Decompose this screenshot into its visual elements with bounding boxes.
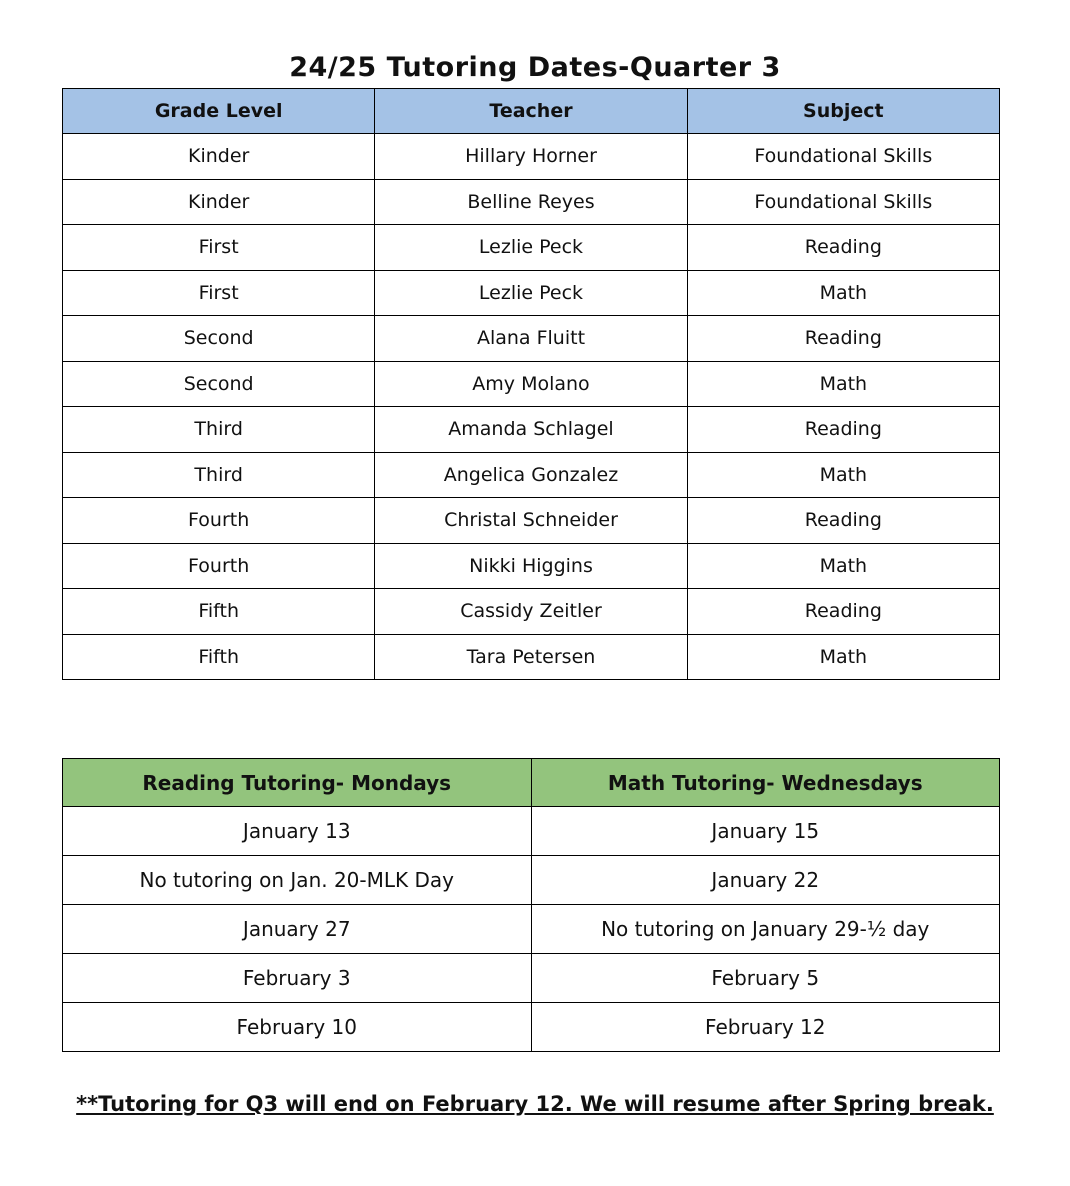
- reading-date-cell: February 3: [63, 954, 532, 1003]
- teacher-cell: Nikki Higgins: [375, 543, 687, 589]
- grade-level-cell: Kinder: [63, 134, 375, 180]
- header-grade-level: Grade Level: [63, 89, 375, 134]
- subject-cell: Foundational Skills: [687, 179, 999, 225]
- math-date-cell: February 5: [531, 954, 1000, 1003]
- table-row: [63, 407, 1000, 453]
- grade-level-cell: Fourth: [63, 543, 375, 589]
- table-row: [63, 1003, 1000, 1052]
- grade-level-cell: First: [63, 225, 375, 271]
- table-row: [63, 316, 1000, 362]
- teacher-cell: Amy Molano: [375, 361, 687, 407]
- subject-cell: Reading: [687, 498, 999, 544]
- teacher-cell: Lezlie Peck: [375, 270, 687, 316]
- teacher-cell: Lezlie Peck: [375, 225, 687, 271]
- table-row: [63, 179, 1000, 225]
- teacher-cell: Angelica Gonzalez: [375, 452, 687, 498]
- subject-cell: Math: [687, 452, 999, 498]
- dates-table-header-row: [63, 759, 1000, 807]
- teacher-cell: Christal Schneider: [375, 498, 687, 544]
- reading-date-cell: January 13: [63, 807, 532, 856]
- table-row: [63, 856, 1000, 905]
- header-teacher: Teacher: [375, 89, 687, 134]
- tutoring-dates-table: [62, 758, 1000, 1052]
- table-row: [63, 225, 1000, 271]
- table-row: [63, 543, 1000, 589]
- subject-cell: Reading: [687, 225, 999, 271]
- subject-cell: Reading: [687, 407, 999, 453]
- subject-cell: Reading: [687, 316, 999, 362]
- grade-level-cell: Kinder: [63, 179, 375, 225]
- header-subject: Subject: [687, 89, 999, 134]
- grade-level-cell: Second: [63, 316, 375, 362]
- subject-cell: Math: [687, 634, 999, 680]
- grade-level-cell: Fifth: [63, 634, 375, 680]
- subject-cell: Reading: [687, 589, 999, 635]
- grade-level-cell: Second: [63, 361, 375, 407]
- teachers-table-header-row: [63, 89, 1000, 134]
- reading-date-cell: January 27: [63, 905, 532, 954]
- table-row: [63, 954, 1000, 1003]
- grade-level-cell: First: [63, 270, 375, 316]
- table-row: [63, 905, 1000, 954]
- teacher-cell: Alana Fluitt: [375, 316, 687, 362]
- math-date-cell: January 15: [531, 807, 1000, 856]
- table-row: [63, 270, 1000, 316]
- reading-date-cell: February 10: [63, 1003, 532, 1052]
- teacher-cell: Hillary Horner: [375, 134, 687, 180]
- grade-level-cell: Fourth: [63, 498, 375, 544]
- teacher-cell: Amanda Schlagel: [375, 407, 687, 453]
- teacher-cell: Belline Reyes: [375, 179, 687, 225]
- table-row: [63, 498, 1000, 544]
- math-date-cell: No tutoring on January 29-½ day: [531, 905, 1000, 954]
- grade-level-cell: Third: [63, 452, 375, 498]
- teacher-cell: Tara Petersen: [375, 634, 687, 680]
- grade-level-cell: Third: [63, 407, 375, 453]
- subject-cell: Math: [687, 361, 999, 407]
- subject-cell: Foundational Skills: [687, 134, 999, 180]
- footer-note: **Tutoring for Q3 will end on February 12. We will resume after Spring break.: [76, 1092, 994, 1116]
- header-math-wednesdays: Math Tutoring- Wednesdays: [531, 759, 1000, 807]
- page-title: 24/25 Tutoring Dates-Quarter 3: [289, 52, 781, 83]
- table-row: [63, 134, 1000, 180]
- subject-cell: Math: [687, 270, 999, 316]
- math-date-cell: January 22: [531, 856, 1000, 905]
- teachers-table: [62, 88, 1000, 680]
- reading-date-cell: No tutoring on Jan. 20-MLK Day: [63, 856, 532, 905]
- table-row: [63, 589, 1000, 635]
- header-reading-mondays: Reading Tutoring- Mondays: [63, 759, 532, 807]
- grade-level-cell: Fifth: [63, 589, 375, 635]
- table-row: [63, 452, 1000, 498]
- teacher-cell: Cassidy Zeitler: [375, 589, 687, 635]
- table-row: [63, 634, 1000, 680]
- table-row: [63, 807, 1000, 856]
- subject-cell: Math: [687, 543, 999, 589]
- math-date-cell: February 12: [531, 1003, 1000, 1052]
- table-row: [63, 361, 1000, 407]
